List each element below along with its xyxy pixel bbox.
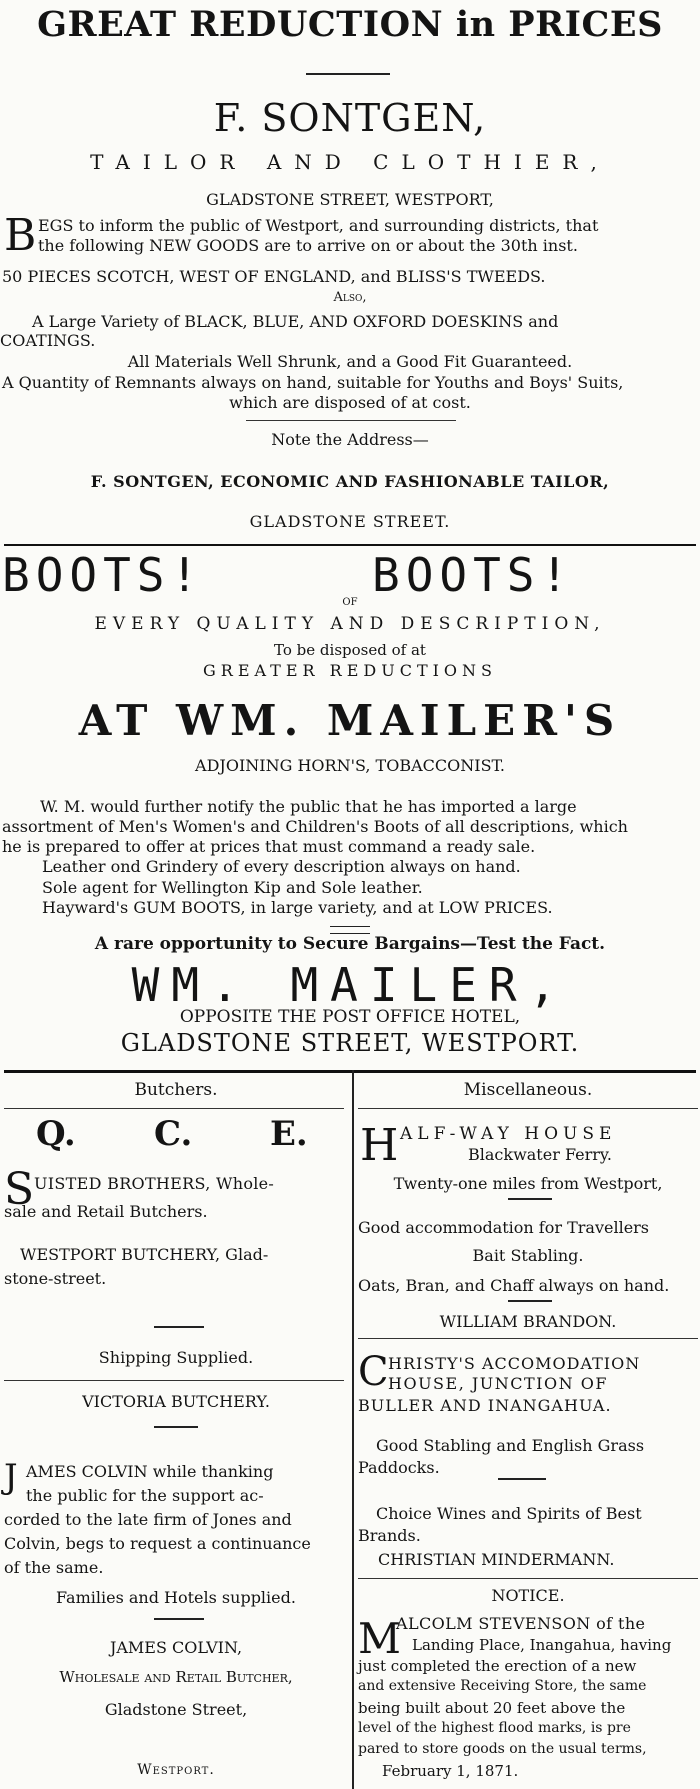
shipping-line: Shipping Supplied. — [98, 1348, 254, 1367]
stevenson-line: just completed the erection of a new — [358, 1657, 637, 1675]
sontgen-footer-street: GLADSTONE STREET. — [249, 512, 451, 531]
sontgen-address: GLADSTONE STREET, WESTPORT, — [206, 190, 494, 209]
stabling-line: Good Stabling and English Grass — [376, 1436, 645, 1455]
drop-cap-m: M — [358, 1614, 402, 1663]
divider — [154, 1426, 198, 1428]
christy-line: BULLER AND INANGAHUA. — [358, 1396, 612, 1415]
wines-line: Choice Wines and Spirits of Best — [376, 1504, 642, 1523]
divider — [498, 1478, 546, 1480]
divider — [508, 1198, 552, 1200]
stevenson-line: being built about 20 feet above the — [358, 1699, 626, 1717]
remnants-line: A Quantity of Remnants always on hand, suitable for Youths and Boys' Suits, — [2, 373, 624, 392]
mailer-street: GLADSTONE STREET, WESTPORT. — [120, 1029, 580, 1057]
divider — [154, 1326, 204, 1328]
colvin-sig-town: Westport. — [137, 1762, 215, 1778]
quisted-line: sale and Retail Butchers. — [4, 1202, 208, 1221]
qce-c: C. — [154, 1114, 193, 1154]
begs-line: EGS to inform the public of Westport, and surrounding districts, that — [38, 216, 599, 235]
stabling-line: Paddocks. — [358, 1458, 440, 1477]
rare-line: A rare opportunity to Secure Bargains—Test the Fact. — [94, 934, 606, 954]
mailer-at-name: AT WM. MAILER'S — [78, 696, 622, 745]
notice-title: NOTICE. — [491, 1586, 565, 1605]
westport-butchery-line: WESTPORT BUTCHERY, Glad- — [20, 1245, 269, 1264]
divider — [306, 73, 390, 75]
drop-cap-c: C — [358, 1349, 389, 1395]
colvin-line: AMES COLVIN while thanking — [26, 1462, 274, 1481]
stevenson-line: ALCOLM STEVENSON of the — [396, 1614, 646, 1633]
hayward-line: Hayward's GUM BOOTS, in large variety, and at LOW PRICES. — [42, 898, 553, 917]
bait-line: Bait Stabling. — [472, 1246, 584, 1265]
ornament-rule — [330, 926, 370, 934]
note-line: Note the Address— — [271, 430, 429, 449]
christy-line: HRISTY'S ACCOMODATION — [388, 1354, 641, 1373]
materials-line: All Materials Well Shrunk, and a Good Fit Guaranteed. — [127, 352, 573, 371]
greater-line: GREATER REDUCTIONS — [202, 661, 498, 680]
leather-line: Leather ond Grindery of every description always on hand. — [42, 857, 521, 876]
stevenson-line: pared to store goods on the usual terms, — [358, 1741, 647, 1757]
drop-cap-h: H — [360, 1120, 399, 1171]
variety-line: A Large Variety of BLACK, BLUE, AND OXFORD DOESKINS and — [32, 312, 559, 331]
divider — [4, 1108, 344, 1109]
divider — [4, 1380, 344, 1381]
sontgen-headline: GREAT REDUCTION in PRICES — [37, 4, 663, 45]
opposite-line: OPPOSITE THE POST OFFICE HOTEL, — [179, 1007, 521, 1027]
colvin-line: the public for the support ac- — [26, 1486, 264, 1505]
also-line: Also, — [333, 290, 367, 305]
wines-line: Brands. — [358, 1526, 421, 1545]
date-line: February 1, 1871. — [382, 1762, 519, 1780]
colvin-sig-street: Gladstone Street, — [104, 1700, 248, 1719]
column-divider — [352, 1070, 354, 1789]
boots-left: BOOTS! — [2, 548, 205, 602]
sole-line: Sole agent for Wellington Kip and Sole leather. — [42, 878, 423, 897]
misc-header: Miscellaneous. — [463, 1080, 593, 1100]
christy-line: HOUSE, JUNCTION OF — [388, 1374, 608, 1393]
divider — [246, 420, 456, 421]
sontgen-footer-name: F. SONTGEN, ECONOMIC AND FASHIONABLE TAILOR, — [90, 472, 610, 491]
divider — [508, 1300, 552, 1302]
quisted-line: UISTED BROTHERS, Whole- — [34, 1174, 275, 1193]
butchers-header: Butchers. — [134, 1080, 218, 1100]
halfway-line: ALF-WAY HOUSE — [400, 1124, 617, 1144]
stevenson-line: and extensive Receiving Store, the same — [358, 1678, 647, 1694]
divider — [358, 1578, 698, 1579]
drop-cap-j: J — [4, 1457, 18, 1497]
sontgen-name: F. SONTGEN, — [213, 96, 487, 140]
sontgen-trade: TAILOR AND CLOTHIER, — [90, 150, 610, 174]
twenty-line: Twenty-one miles from Westport, — [393, 1174, 663, 1193]
remnants-line: which are disposed of at cost. — [229, 393, 471, 412]
families-line: Families and Hotels supplied. — [56, 1588, 296, 1607]
pieces-line: 50 PIECES SCOTCH, WEST OF ENGLAND, and BLISS'S TWEEDS. — [2, 267, 546, 286]
colvin-line: Colvin, begs to request a continuance — [4, 1534, 311, 1553]
divider — [358, 1338, 698, 1339]
butchers-column — [4, 1070, 348, 1789]
notify-line: he is prepared to offer at prices that must command a ready sale. — [2, 837, 536, 856]
mailer-big-name: WM. MAILER, — [131, 958, 569, 1012]
oats-line: Oats, Bran, and Chaff always on hand. — [358, 1276, 670, 1295]
halfway-line: Blackwater Ferry. — [468, 1145, 612, 1164]
miscellaneous-column — [358, 1070, 698, 1789]
begs-line: the following NEW GOODS are to arrive on or about the 30th inst. — [38, 236, 578, 255]
notify-line: assortment of Men's Women's and Children's Boots of all descriptions, which — [2, 817, 628, 836]
section-rule — [4, 544, 696, 546]
colvin-sig-trade: Wholesale and Retail Butcher, — [59, 1668, 293, 1686]
good-accom-line: Good accommodation for Travellers — [358, 1218, 650, 1237]
notify-line: W. M. would further notify the public that he has imported a large — [40, 797, 577, 816]
mindermann-line: CHRISTIAN MINDERMANN. — [378, 1550, 615, 1569]
brandon-line: WILLIAM BRANDON. — [439, 1312, 617, 1331]
stevenson-line: Landing Place, Inangahua, having — [412, 1636, 672, 1654]
divider — [358, 1108, 698, 1109]
variety-line: COATINGS. — [0, 331, 96, 350]
colvin-sig-name: JAMES COLVIN, — [109, 1638, 243, 1657]
stevenson-line: level of the highest flood marks, is pre — [358, 1720, 631, 1736]
qce-q: Q. — [36, 1114, 76, 1154]
divider — [154, 1618, 204, 1620]
adjoining-line: ADJOINING HORN'S, TOBACCONIST. — [195, 756, 505, 775]
quality-line: EVERY QUALITY AND DESCRIPTION, — [94, 614, 606, 634]
boots-right: BOOTS! — [372, 548, 575, 602]
westport-butchery-line: stone-street. — [4, 1269, 107, 1288]
drop-cap-b: B — [4, 210, 37, 261]
colvin-line: corded to the late firm of Jones and — [4, 1510, 292, 1529]
colvin-line: of the same. — [4, 1558, 104, 1577]
disposed-line: To be disposed of at — [274, 641, 426, 659]
qce-e: E. — [270, 1114, 308, 1154]
victoria-title: VICTORIA BUTCHERY. — [82, 1392, 270, 1411]
of-line: OF — [342, 597, 358, 608]
drop-cap-s: S — [4, 1164, 35, 1215]
